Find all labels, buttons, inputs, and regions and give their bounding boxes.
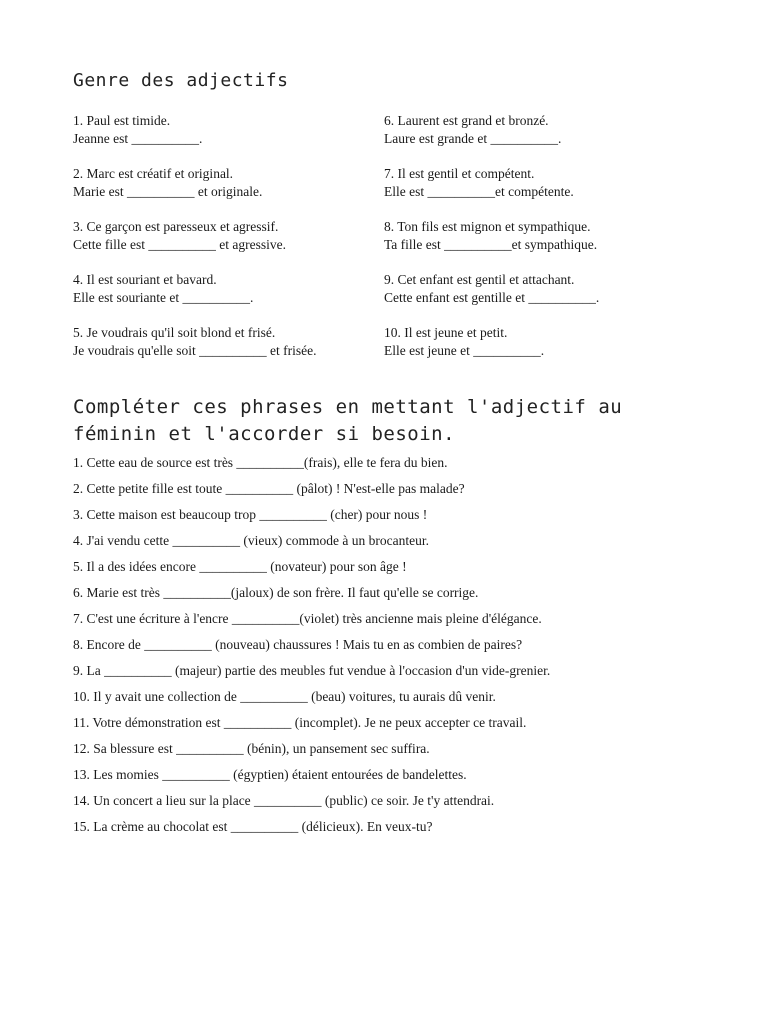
exercise-item-7-blank-sentence: Elle est __________et compétente. (384, 184, 574, 199)
exercise-item-10-sentence: 10. Il est jeune et petit. (384, 325, 508, 340)
sentence-item: 2. Cette petite fille est toute __________ (pâlot) ! N'est-elle pas malade? (73, 481, 465, 496)
adjective-pairs-grid (73, 112, 713, 360)
exercise-item-2-sentence: 2. Marc est créatif et original. (73, 166, 234, 181)
sentence-item: 6. Marie est très __________(jaloux) de son frère. Il faut qu'elle se corrige. (73, 585, 479, 600)
sentence-item: 14. Un concert a lieu sur la place __________ (public) ce soir. Je t'y attendrai. (73, 793, 495, 808)
exercise-item-4-blank-sentence: Elle est souriante et __________. (73, 290, 254, 305)
exercise-item-1 (73, 112, 384, 148)
exercise-item-10-blank-sentence: Elle est jeune et __________. (384, 343, 545, 358)
exercise-item-5-blank-sentence: Je voudrais qu'elle soit __________ et frisée. (73, 343, 317, 358)
exercise-item-6 (384, 112, 704, 148)
exercise-item-7 (384, 165, 704, 201)
exercise-item-9 (384, 271, 704, 307)
sentence-item: 4. J'ai vendu cette __________ (vieux) commode à un brocanteur. (73, 533, 429, 548)
sentence-item: 10. Il y avait une collection de __________ (beau) voitures, tu aurais dû venir. (73, 689, 496, 704)
exercise-item-7-sentence: 7. Il est gentil et compétent. (384, 166, 535, 181)
exercise-item-1-sentence: 1. Paul est timide. (73, 113, 171, 128)
exercise-item-8-sentence: 8. Ton fils est mignon et sympathique. (384, 219, 591, 234)
sentence-item: 7. C'est une écriture à l'encre __________(violet) très ancienne mais pleine d'élégance. (73, 611, 542, 626)
exercise-item-6-blank-sentence: Laure est grande et __________. (384, 131, 562, 146)
exercise-item-2 (73, 165, 384, 201)
exercise-item-3-blank-sentence: Cette fille est __________ et agressive. (73, 237, 286, 252)
exercise-item-1-blank-sentence: Jeanne est __________. (73, 131, 203, 146)
exercise-item-5 (73, 324, 384, 360)
exercise-item-4 (73, 271, 384, 307)
sentence-item: 3. Cette maison est beaucoup trop __________ (cher) pour nous ! (73, 507, 428, 522)
exercise-item-8 (384, 218, 704, 254)
exercise-item-6-sentence: 6. Laurent est grand et bronzé. (384, 113, 549, 128)
fill-in-sentence-list (73, 454, 713, 844)
exercise-item-3-sentence: 3. Ce garçon est paresseux et agressif. (73, 219, 279, 234)
exercise-item-10 (384, 324, 704, 360)
sentence-item: 12. Sa blessure est __________ (bénin), un pansement sec suffira. (73, 741, 430, 756)
exercise-item-8-blank-sentence: Ta fille est __________et sympathique. (384, 237, 598, 252)
sentence-item: 11. Votre démonstration est __________ (incomplet). Je ne peux accepter ce travail. (73, 715, 527, 730)
sentence-item: 13. Les momies __________ (égyptien) étaient entourées de bandelettes. (73, 767, 467, 782)
exercise-item-3 (73, 218, 384, 254)
sentence-item: 5. Il a des idées encore __________ (novateur) pour son âge ! (73, 559, 407, 574)
sentence-item: 15. La crème au chocolat est __________ (délicieux). En veux-tu? (73, 819, 433, 834)
section1-title: Genre des adjectifs (73, 70, 289, 91)
sentence-item: 1. Cette eau de source est très __________(frais), elle te fera du bien. (73, 455, 448, 470)
exercise-item-9-sentence: 9. Cet enfant est gentil et attachant. (384, 272, 575, 287)
exercise-item-5-sentence: 5. Je voudrais qu'il soit blond et frisé. (73, 325, 276, 340)
sentence-item: 8. Encore de __________ (nouveau) chaussures ! Mais tu en as combien de paires? (73, 637, 523, 652)
exercise-item-4-sentence: 4. Il est souriant et bavard. (73, 272, 217, 287)
exercise-item-2-blank-sentence: Marie est __________ et originale. (73, 184, 263, 199)
sentence-item: 9. La __________ (majeur) partie des meubles fut vendue à l'occasion d'un vide-grenier. (73, 663, 551, 678)
section2-instructions: Compléter ces phrases en mettant l'adjectif au féminin et l'accorder si besoin. (73, 396, 623, 445)
exercise-item-9-blank-sentence: Cette enfant est gentille et __________. (384, 290, 600, 305)
